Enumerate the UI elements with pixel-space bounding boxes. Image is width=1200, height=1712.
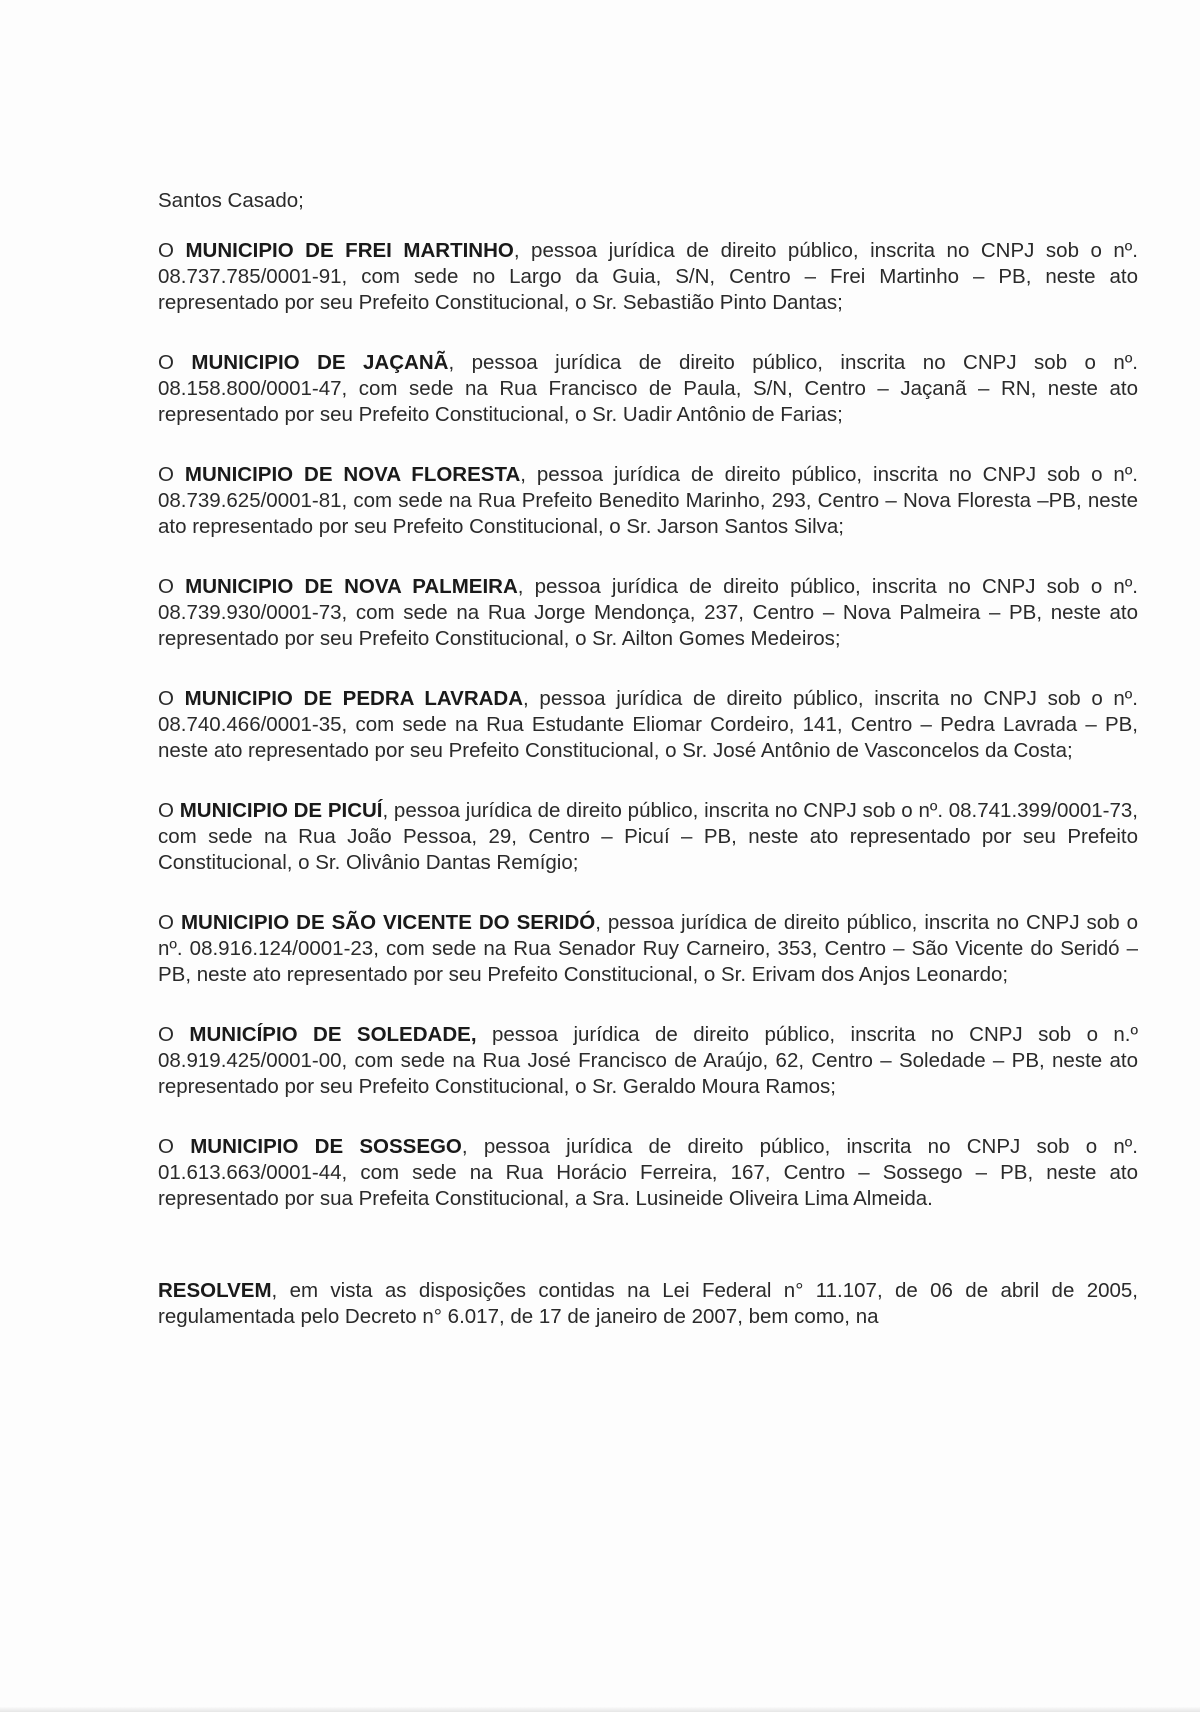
municipality-name: MUNICIPIO DE NOVA FLORESTA bbox=[184, 463, 521, 486]
entry-body: , pessoa jurídica de direito público, inscrita no CNPJ sob o nº. 08.737.785/0001-91, com sede no Largo da Guia, S/N, Centro – Frei Martinho – PB, neste ato representado por seu Prefeito Constitucional, o Sr. Sebastião Pinto Dantas; bbox=[158, 239, 1138, 314]
entry-prefix: O bbox=[158, 575, 174, 598]
municipality-entry-jacana bbox=[158, 350, 1138, 428]
entry-prefix: O bbox=[158, 1135, 174, 1158]
intro-text: Santos Casado; bbox=[158, 189, 304, 212]
municipality-name: MUNICIPIO DE JAÇANÃ bbox=[191, 351, 449, 374]
municipality-entry-sao-vicente-do-serido bbox=[158, 910, 1138, 988]
entry-body: , pessoa jurídica de direito público, inscrita no CNPJ sob o nº. 08.739.930/0001-73, com sede na Rua Jorge Mendonça, 237, Centro – Nova Palmeira – PB, neste ato representado por seu Prefeito Constitucional, o Sr. Ailton Gomes Medeiros; bbox=[158, 575, 1139, 650]
entry-body: , pessoa jurídica de direito público, inscrita no CNPJ sob o nº. 01.613.663/0001-44, com sede na Rua Horácio Ferreira, 167, Centro – Sossego – PB, neste ato representado por sua Prefeita Constitucional, a Sra. Lusineide Oliveira Lima Almeida. bbox=[158, 1135, 1138, 1210]
entry-body: , pessoa jurídica de direito público, inscrita no CNPJ sob o nº. 08.740.466/0001-35, com sede na Rua Estudante Eliomar Cordeiro, 141, Centro – Pedra Lavrada – PB, neste ato representado por seu Prefeito Constitucional, o Sr. José Antônio de Vasconcelos da Costa; bbox=[158, 687, 1138, 762]
resolve-keyword: RESOLVEM bbox=[158, 1279, 272, 1302]
municipality-name: MUNICÍPIO DE SOLEDADE, bbox=[189, 1023, 477, 1046]
municipality-name: MUNICIPIO DE NOVA PALMEIRA bbox=[185, 575, 518, 598]
resolve-clause bbox=[158, 1278, 1138, 1330]
municipality-name: MUNICIPIO DE FREI MARTINHO bbox=[185, 239, 514, 262]
municipality-name: MUNICIPIO DE PICUÍ bbox=[179, 799, 383, 822]
municipality-entry-sossego bbox=[158, 1134, 1138, 1212]
municipality-entry-nova-palmeira bbox=[158, 574, 1138, 652]
municipality-entry-frei-martinho bbox=[158, 238, 1138, 316]
entry-prefix: O bbox=[158, 799, 174, 822]
municipality-name: MUNICIPIO DE SOSSEGO bbox=[190, 1135, 462, 1158]
entry-body: , pessoa jurídica de direito público, inscrita no CNPJ sob o nº. 08.916.124/0001-23, com sede na Rua Senador Ruy Carneiro, 353, Centro – São Vicente do Seridó – PB, neste ato representado por seu Prefeito Constitucional, o Sr. Erivam dos Anjos Leonardo; bbox=[158, 911, 1138, 986]
municipality-entry-nova-floresta bbox=[158, 462, 1138, 540]
entry-body: , pessoa jurídica de direito público, inscrita no CNPJ sob o nº. 08.158.800/0001-47, com sede na Rua Francisco de Paula, S/N, Centro – Jaçanã – RN, neste ato representado por seu Prefeito Constitucional, o Sr. Uadir Antônio de Farias; bbox=[158, 351, 1138, 426]
entry-prefix: O bbox=[158, 911, 174, 934]
entry-prefix: O bbox=[158, 239, 174, 262]
municipality-entry-pedra-lavrada bbox=[158, 686, 1138, 764]
entry-prefix: O bbox=[158, 351, 174, 374]
entry-prefix: O bbox=[158, 687, 174, 710]
municipality-entry-soledade bbox=[158, 1022, 1138, 1100]
municipality-name: MUNICIPIO DE PEDRA LAVRADA bbox=[184, 687, 524, 710]
entry-prefix: O bbox=[158, 463, 174, 486]
entry-body: , pessoa jurídica de direito público, inscrita no CNPJ sob o nº. 08.741.399/0001-73, com sede na Rua João Pessoa, 29, Centro – Picuí – PB, neste ato representado por seu Prefeito Constitucional, o Sr. Olivânio Dantas Remígio; bbox=[158, 799, 1138, 874]
entry-body: pessoa jurídica de direito público, inscrita no CNPJ sob o n.º 08.919.425/0001-00, com sede na Rua José Francisco de Araújo, 62, Centro – Soledade – PB, neste ato representado por seu Prefeito Constitucional, o Sr. Geraldo Moura Ramos; bbox=[158, 1023, 1138, 1098]
entry-prefix: O bbox=[158, 1023, 174, 1046]
resolve-body: , em vista as disposições contidas na Lei Federal n° 11.107, de 06 de abril de 2005, regulamentada pelo Decreto n° 6.017, de 17 de janeiro de 2007, bem como, na bbox=[158, 1279, 1138, 1328]
municipality-name: MUNICIPIO DE SÃO VICENTE DO SERIDÓ bbox=[180, 911, 596, 934]
municipality-entry-picui bbox=[158, 798, 1138, 876]
entry-body: , pessoa jurídica de direito público, inscrita no CNPJ sob o nº. 08.739.625/0001-81, com sede na Rua Prefeito Benedito Marinho, 293, Centro – Nova Floresta –PB, neste ato representado por seu Prefeito Constitucional, o Sr. Jarson Santos Silva; bbox=[158, 463, 1139, 538]
